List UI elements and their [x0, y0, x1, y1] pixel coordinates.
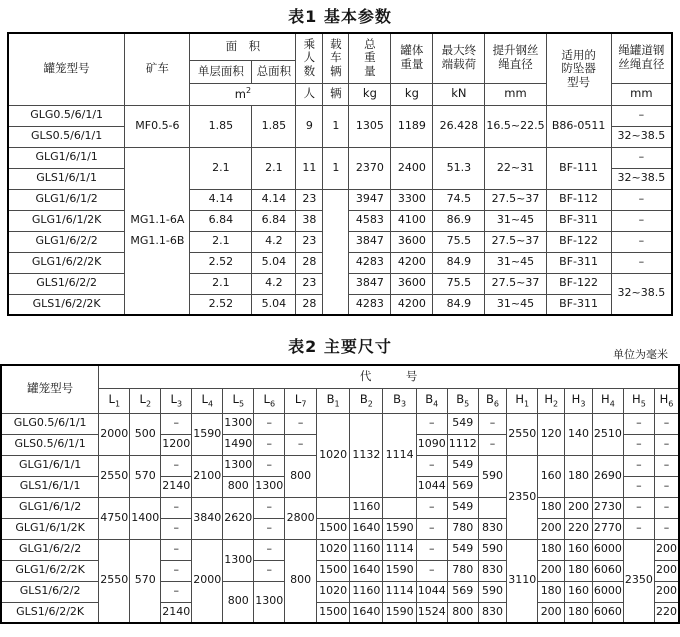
table-cell: 51.3 [433, 147, 485, 189]
table-cell: 800 [285, 455, 317, 497]
header-cell: $B_4$ [416, 388, 447, 413]
table-cell: 1020 [317, 581, 350, 602]
table-cell: 2.1 [252, 147, 296, 189]
table-cell: 220 [565, 518, 593, 539]
table-cell: 780 [447, 560, 478, 581]
table-row [8, 189, 672, 210]
table-cell: 6000 [592, 539, 623, 560]
table-cell: 590 [478, 581, 506, 602]
table-cell: BF-122 [546, 273, 611, 294]
table-cell: 84.9 [433, 252, 485, 273]
table-cell: – [285, 434, 317, 455]
table-cell: 2350 [623, 539, 654, 623]
table-cell: 4.14 [190, 189, 252, 210]
unit-note: 单位为毫米 [613, 348, 668, 361]
table-cell: – [611, 105, 672, 126]
header-cell: 罐笼型号 [1, 365, 99, 413]
header-cell: 人 [296, 83, 323, 105]
table-cell: B86-0511 [546, 105, 611, 147]
header-cell: 代 号 [99, 365, 679, 388]
table-cell: BF-122 [546, 231, 611, 252]
table-cell: 1114 [383, 581, 416, 602]
header-cell: $H_6$ [654, 388, 679, 413]
table-cell: 2510 [592, 413, 623, 455]
table-cell: – [254, 455, 285, 476]
table-cell: 1112 [447, 434, 478, 455]
table-cell: 27.5~37 [485, 273, 546, 294]
table-cell: – [416, 413, 447, 434]
row-label-cell: GLG0.5/6/1/1 [1, 413, 99, 434]
table-cell: BF-111 [546, 147, 611, 189]
table-cell: 800 [223, 581, 254, 623]
header-cell: $L_3$ [161, 388, 192, 413]
table-cell: 3847 [349, 231, 391, 252]
table-cell [317, 497, 350, 518]
table-cell: 200 [654, 560, 679, 581]
header-cell: $B_2$ [350, 388, 383, 413]
table-cell: 3840 [192, 497, 223, 539]
table-cell: 28 [296, 294, 323, 315]
table-cell: 4.2 [252, 231, 296, 252]
table-cell: – [611, 252, 672, 273]
row-label-cell: GLS0.5/6/1/1 [8, 126, 125, 147]
table-cell: 1189 [391, 105, 433, 147]
table-cell: – [416, 455, 447, 476]
header-cell: $L_5$ [223, 388, 254, 413]
table-cell: 569 [447, 476, 478, 497]
table-cell: – [654, 434, 679, 455]
table-cell: 1 [323, 147, 349, 189]
table-cell: 1305 [349, 105, 391, 147]
table-cell [478, 497, 506, 518]
table-cell: 6060 [592, 602, 623, 623]
table-cell: – [654, 476, 679, 497]
table-row [8, 147, 672, 168]
table-cell: 4100 [391, 210, 433, 231]
table-cell: 180 [538, 581, 565, 602]
row-label-cell: GLS1/6/2/2K [8, 294, 125, 315]
table-cell: BF-311 [546, 210, 611, 231]
table-cell: 3847 [349, 273, 391, 294]
row-label-cell: GLS1/6/2/2K [1, 602, 99, 623]
table-cell: 9 [296, 105, 323, 147]
row-label-cell: GLG1/6/1/2 [8, 189, 125, 210]
table-cell: 31~45 [485, 252, 546, 273]
table-cell: – [623, 434, 654, 455]
table-cell: 1160 [350, 539, 383, 560]
table-cell: – [611, 231, 672, 252]
table-row [1, 497, 679, 518]
header-cell: $L_1$ [99, 388, 130, 413]
header-cell: kg [391, 83, 433, 105]
table-cell: 4750 [99, 497, 130, 539]
table-cell: 2100 [192, 455, 223, 497]
header-cell: 适用的 防坠器 型号 [546, 33, 611, 105]
table-cell: 2350 [507, 455, 538, 539]
table-cell: – [161, 560, 192, 581]
table-row [1, 413, 679, 434]
table-cell: 2.52 [190, 252, 252, 273]
table-cell: 1590 [383, 518, 416, 539]
table-cell: 200 [654, 539, 679, 560]
table-cell: – [654, 455, 679, 476]
table-cell: 120 [538, 413, 565, 455]
header-cell: 罐笼型号 [8, 33, 125, 105]
table-cell: 2.1 [190, 147, 252, 189]
table-cell: 75.5 [433, 273, 485, 294]
table1-title: 表1 基本参数 [288, 7, 392, 26]
table-cell: 6000 [592, 581, 623, 602]
table-cell: 2550 [507, 413, 538, 455]
table-cell: 3110 [507, 539, 538, 623]
row-label-cell: GLG1/6/2/2 [1, 539, 99, 560]
table-cell: 200 [565, 497, 593, 518]
table-cell: 23 [296, 231, 323, 252]
table-cell: – [611, 210, 672, 231]
table-cell: – [161, 581, 192, 602]
table-cell: 11 [296, 147, 323, 189]
table-cell: – [623, 497, 654, 518]
table-cell: 830 [478, 602, 506, 623]
header-cell: $L_6$ [254, 388, 285, 413]
row-label-cell: GLG1/6/2/2 [8, 231, 125, 252]
header-cell: 最大终 端载荷 [433, 33, 485, 83]
table-cell: 22~31 [485, 147, 546, 189]
table-cell: 1.85 [190, 105, 252, 147]
table-cell: 1 [323, 105, 349, 147]
table-cell: 2.1 [190, 231, 252, 252]
table-row [8, 105, 672, 126]
table-cell [383, 497, 416, 518]
table-cell: 780 [447, 518, 478, 539]
table-cell: 28 [296, 252, 323, 273]
table-cell: – [654, 413, 679, 434]
table-cell: 2550 [99, 455, 130, 497]
table-cell: – [254, 560, 285, 581]
table-cell: 2400 [391, 147, 433, 189]
header-cell: 单层面积 [190, 60, 252, 83]
table-cell: 830 [478, 518, 506, 539]
header-cell: 辆 [323, 83, 349, 105]
table-cell [323, 189, 349, 315]
table-cell: 2000 [99, 413, 130, 455]
table-cell: 2140 [161, 602, 192, 623]
table-cell: – [623, 455, 654, 476]
header-cell: 载 车 辆 [323, 33, 349, 83]
table-cell: 1160 [350, 497, 383, 518]
table-cell: 74.5 [433, 189, 485, 210]
header-row [1, 388, 679, 413]
table-cell: – [654, 497, 679, 518]
header-cell: $B_3$ [383, 388, 416, 413]
header-row [8, 33, 672, 60]
table-cell: – [254, 539, 285, 560]
table2-heading-row [0, 337, 680, 361]
table-cell: 1090 [416, 434, 447, 455]
table-cell: 23 [296, 273, 323, 294]
table-cell: 2000 [192, 539, 223, 623]
table-cell: – [416, 518, 447, 539]
header-cell: 乘 人 数 [296, 33, 323, 83]
table-cell: 32~38.5 [611, 126, 672, 147]
table-cell: – [623, 518, 654, 539]
header-cell: 面 积 [190, 33, 296, 60]
row-label-cell: GLG1/6/1/2K [1, 518, 99, 539]
table-cell: – [161, 518, 192, 539]
header-cell: 总 重 量 [349, 33, 391, 83]
header-cell: 罐体 重量 [391, 33, 433, 83]
table-cell: 3300 [391, 189, 433, 210]
table-cell: 2.1 [190, 273, 252, 294]
table-cell: 1640 [350, 560, 383, 581]
table-cell: 180 [565, 560, 593, 581]
table-cell: 1020 [317, 413, 350, 497]
table-cell: 140 [565, 413, 593, 455]
table-cell: 200 [538, 560, 565, 581]
table-cell: – [654, 518, 679, 539]
table-cell: – [611, 189, 672, 210]
table-cell: 1640 [350, 518, 383, 539]
table-cell: – [611, 147, 672, 168]
row-label-cell: GLG0.5/6/1/1 [8, 105, 125, 126]
table-cell: – [623, 476, 654, 497]
table-cell: 5.04 [252, 252, 296, 273]
table-cell: 180 [538, 539, 565, 560]
table-cell: – [285, 413, 317, 434]
header-cell: 总面积 [252, 60, 296, 83]
table2-main-dimensions [0, 364, 680, 624]
table-cell: 4283 [349, 252, 391, 273]
table-cell: 590 [478, 539, 506, 560]
table-cell: 160 [565, 539, 593, 560]
table-cell: 1044 [416, 581, 447, 602]
table-cell: – [254, 497, 285, 518]
table-cell: 180 [565, 602, 593, 623]
table-cell: 27.5~37 [485, 231, 546, 252]
header-cell: $H_5$ [623, 388, 654, 413]
table-cell: 26.428 [433, 105, 485, 147]
header-cell: mm [485, 83, 546, 105]
table-cell: 1200 [161, 434, 192, 455]
table-cell: 6060 [592, 560, 623, 581]
table-cell: 5.04 [252, 294, 296, 315]
table-cell: 4283 [349, 294, 391, 315]
table-cell: 31~45 [485, 294, 546, 315]
table-cell: 830 [478, 560, 506, 581]
table-cell: 4583 [349, 210, 391, 231]
header-cell: $L_7$ [285, 388, 317, 413]
table-cell: 800 [447, 602, 478, 623]
table-cell: 84.9 [433, 294, 485, 315]
table-cell: 32~38.5 [611, 168, 672, 189]
table-cell: – [161, 413, 192, 434]
table-cell: 38 [296, 210, 323, 231]
table-cell: 2770 [592, 518, 623, 539]
table-cell: 2800 [285, 497, 317, 539]
header-cell: $H_3$ [565, 388, 593, 413]
row-label-cell: GLG1/6/1/1 [8, 147, 125, 168]
header-cell: $L_4$ [192, 388, 223, 413]
header-cell: $L_2$ [130, 388, 161, 413]
table-cell: 570 [130, 539, 161, 623]
table-cell: 1590 [192, 413, 223, 455]
table-cell: – [161, 455, 192, 476]
table-cell: 4200 [391, 294, 433, 315]
table-cell: 4200 [391, 252, 433, 273]
row-label-cell: GLG1/6/1/1 [1, 455, 99, 476]
table-cell: 1490 [223, 434, 254, 455]
table-cell: 160 [565, 581, 593, 602]
table-cell: 1524 [416, 602, 447, 623]
header-row [1, 365, 679, 388]
table-cell: 4.14 [252, 189, 296, 210]
header-cell: $B_5$ [447, 388, 478, 413]
table-cell: MF0.5-6 [125, 105, 190, 147]
header-cell: $H_4$ [592, 388, 623, 413]
table-cell: 549 [447, 539, 478, 560]
table-cell: 500 [130, 413, 161, 455]
row-label-cell: GLS1/6/1/1 [8, 168, 125, 189]
table-cell: 1.85 [252, 105, 296, 147]
table-cell: 220 [654, 602, 679, 623]
table-cell: – [478, 413, 506, 434]
table-cell: 1160 [350, 581, 383, 602]
table-cell: 1020 [317, 539, 350, 560]
row-label-cell: GLG1/6/1/2 [1, 497, 99, 518]
table-cell: – [478, 434, 506, 455]
table-cell: – [161, 497, 192, 518]
row-label-cell: GLS0.5/6/1/1 [1, 434, 99, 455]
table-cell: 2.52 [190, 294, 252, 315]
table-cell: 800 [285, 539, 317, 623]
table-cell: 570 [130, 455, 161, 497]
table-cell: 2730 [592, 497, 623, 518]
table-cell: – [416, 497, 447, 518]
header-cell: 绳罐道钢 丝绳直径 [611, 33, 672, 83]
row-label-cell: GLS1/6/2/2 [8, 273, 125, 294]
table-cell: 1114 [383, 413, 416, 497]
table1-basic-parameters [7, 32, 673, 316]
table2-title: 表2 主要尺寸 [288, 337, 392, 356]
table-cell: – [416, 539, 447, 560]
table-cell: 6.84 [190, 210, 252, 231]
table-cell: 3600 [391, 231, 433, 252]
table-cell: 3947 [349, 189, 391, 210]
row-label-cell: GLG1/6/2/2K [1, 560, 99, 581]
table-cell: 4.2 [252, 273, 296, 294]
table-cell: 16.5~22.5 [485, 105, 546, 147]
table-cell: 200 [538, 518, 565, 539]
table-cell: 1300 [223, 455, 254, 476]
table-cell: BF-112 [546, 189, 611, 210]
table-cell: 1500 [317, 602, 350, 623]
table-cell: 1300 [254, 476, 285, 497]
table-cell: – [254, 434, 285, 455]
table-cell: 86.9 [433, 210, 485, 231]
table-cell: – [416, 560, 447, 581]
table-cell: 1500 [317, 518, 350, 539]
header-cell: mm [611, 83, 672, 105]
table-cell: – [623, 413, 654, 434]
table-cell: 1590 [383, 602, 416, 623]
header-cell: $m^2$ [190, 83, 296, 105]
table-cell: 6.84 [252, 210, 296, 231]
header-cell: $B_6$ [478, 388, 506, 413]
header-cell: $H_2$ [538, 388, 565, 413]
table-cell: – [254, 413, 285, 434]
table-cell: 75.5 [433, 231, 485, 252]
table-cell: BF-311 [546, 252, 611, 273]
header-cell: kg [349, 83, 391, 105]
table-cell: 1044 [416, 476, 447, 497]
table-cell: 1400 [130, 497, 161, 539]
table-cell: 1132 [350, 413, 383, 497]
table-cell: BF-311 [546, 294, 611, 315]
table-cell: 180 [565, 455, 593, 497]
header-cell: 提升钢丝 绳直径 [485, 33, 546, 83]
header-cell: kN [433, 83, 485, 105]
row-label-cell: GLS1/6/1/1 [1, 476, 99, 497]
table-cell: 1114 [383, 539, 416, 560]
table-cell: 1640 [350, 602, 383, 623]
row-label-cell: GLG1/6/2/2K [8, 252, 125, 273]
row-label-cell: GLG1/6/1/2K [8, 210, 125, 231]
table-cell: 549 [447, 413, 478, 434]
table-cell: – [254, 518, 285, 539]
header-cell: $H_1$ [507, 388, 538, 413]
table-cell: 569 [447, 581, 478, 602]
table-cell: 800 [223, 476, 254, 497]
table-cell: 23 [296, 189, 323, 210]
table-cell: 1500 [317, 560, 350, 581]
row-label-cell: GLS1/6/2/2 [1, 581, 99, 602]
table-cell: 590 [478, 455, 506, 497]
header-cell: $B_1$ [317, 388, 350, 413]
table-cell: 180 [538, 497, 565, 518]
header-cell: 矿车 [125, 33, 190, 105]
table-cell: 1300 [223, 539, 254, 581]
table-cell: 32~38.5 [611, 273, 672, 315]
table-cell: 1590 [383, 560, 416, 581]
table-cell: 1300 [254, 581, 285, 623]
table-cell: 31~45 [485, 210, 546, 231]
table-cell: 2550 [99, 539, 130, 623]
table-cell: 2690 [592, 455, 623, 497]
table-cell: 549 [447, 497, 478, 518]
table-cell: 2620 [223, 497, 254, 539]
table-cell: 3600 [391, 273, 433, 294]
table-cell: – [161, 539, 192, 560]
table-cell: 549 [447, 455, 478, 476]
table-cell: 200 [538, 602, 565, 623]
table-cell: 200 [654, 581, 679, 602]
table-cell: 1300 [223, 413, 254, 434]
table-row [1, 539, 679, 560]
table-cell: 2370 [349, 147, 391, 189]
table-cell: 160 [538, 455, 565, 497]
table-cell: 2140 [161, 476, 192, 497]
table-cell: 27.5~37 [485, 189, 546, 210]
table-cell: MG1.1-6A MG1.1-6B [125, 147, 190, 315]
